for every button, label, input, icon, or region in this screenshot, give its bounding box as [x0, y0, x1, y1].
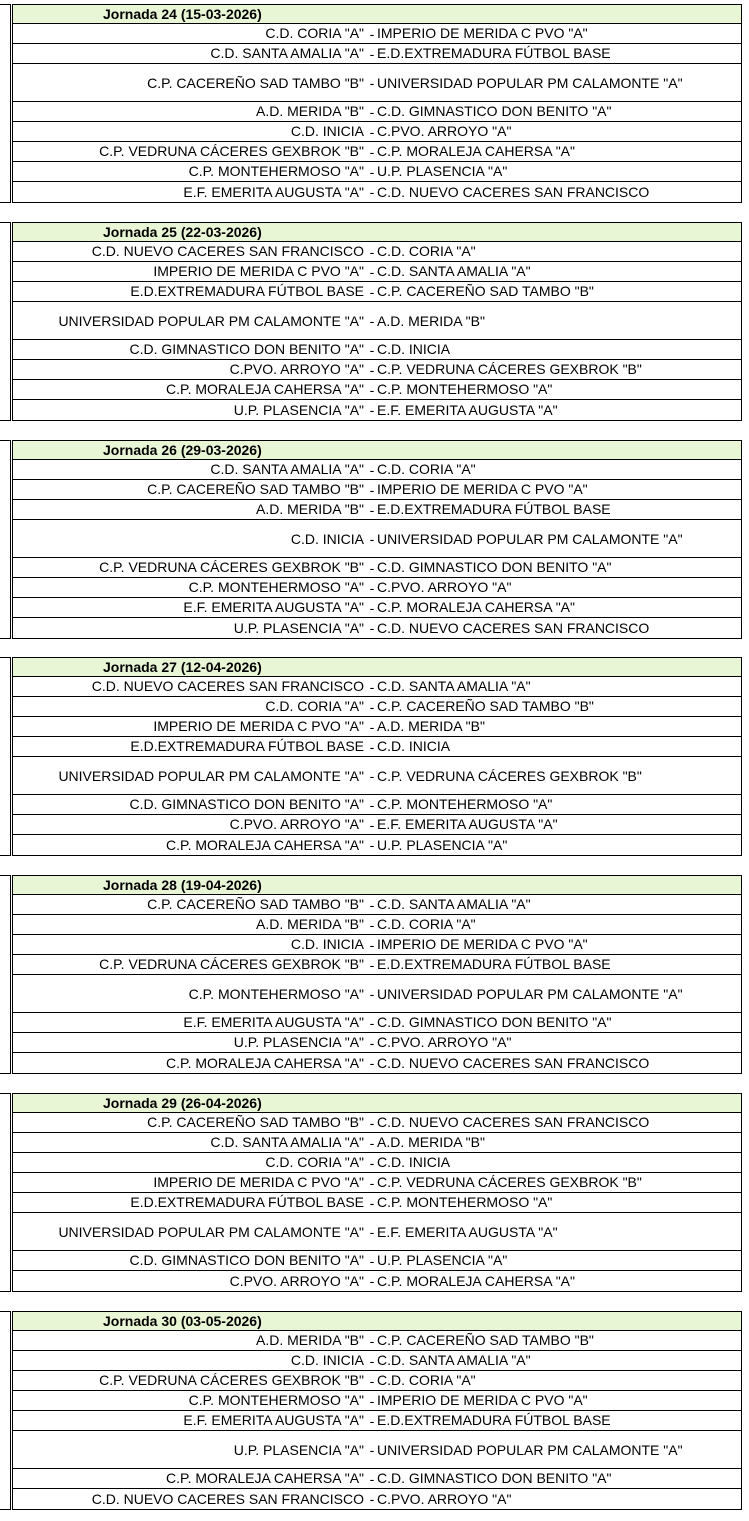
away-team: U.P. PLASENCIA "A"	[377, 163, 508, 179]
home-team: C.D. CORIA "A"	[265, 1154, 364, 1170]
match-row	[13, 1133, 741, 1153]
left-column-edge	[0, 4, 11, 203]
jornada-title: Jornada 25 (22-03-2026)	[13, 223, 741, 242]
away-team: C.D. CORIA "A"	[377, 243, 476, 259]
home-team: C.D. NUEVO CACERES SAN FRANCISCO	[91, 678, 364, 694]
match-row	[13, 24, 741, 44]
away-team: E.D.EXTREMADURA FÚTBOL BASE	[377, 501, 611, 517]
match-row	[13, 500, 741, 520]
match-row	[13, 182, 741, 202]
match-row	[13, 598, 741, 618]
jornada-table	[12, 657, 742, 856]
match-row	[13, 915, 741, 935]
jornada-table	[12, 875, 742, 1074]
home-team: C.P. CACEREÑO SAD TAMBO "B"	[147, 74, 364, 91]
home-team: C.P. VEDRUNA CÁCERES GEXBROK "B"	[99, 1372, 364, 1388]
away-team: C.P. MORALEJA CAHERSA "A"	[377, 1272, 575, 1289]
away-team: E.F. EMERITA AUGUSTA "A"	[377, 401, 558, 418]
away-team: C.P. MONTEHERMOSO "A"	[377, 1194, 553, 1210]
home-team: E.D.EXTREMADURA FÚTBOL BASE	[130, 1194, 364, 1210]
match-separator: -	[369, 25, 375, 42]
home-team: C.P. VEDRUNA CÁCERES GEXBROK "B"	[99, 143, 364, 159]
match-separator: -	[369, 1114, 375, 1131]
match-separator: -	[369, 312, 375, 329]
match-separator: -	[369, 74, 375, 91]
match-row	[13, 262, 741, 282]
match-row	[13, 1411, 741, 1431]
match-row	[13, 1153, 741, 1173]
match-row	[13, 400, 741, 420]
home-team: E.F. EMERITA AUGUSTA "A"	[183, 599, 364, 615]
jornada-title: Jornada 24 (15-03-2026)	[13, 5, 741, 24]
away-team: E.D.EXTREMADURA FÚTBOL BASE	[377, 956, 611, 972]
match-separator: -	[369, 678, 375, 695]
match-row	[13, 340, 741, 360]
match-row	[13, 558, 741, 578]
away-team: C.P. VEDRUNA CÁCERES GEXBROK "B"	[377, 767, 642, 784]
match-separator: -	[369, 956, 375, 973]
jornada-table	[12, 222, 742, 421]
match-row	[13, 282, 741, 302]
away-team: C.D. NUEVO CACERES SAN FRANCISCO	[377, 183, 650, 200]
left-column-edge	[0, 875, 11, 1074]
match-row	[13, 955, 741, 975]
home-team: C.P. VEDRUNA CÁCERES GEXBROK "B"	[99, 559, 364, 575]
match-row	[13, 460, 741, 480]
match-separator: -	[369, 461, 375, 478]
home-team: C.D. GIMNASTICO DON BENITO "A"	[129, 341, 364, 357]
away-team: C.D. SANTA AMALIA "A"	[377, 896, 531, 912]
home-team: U.P. PLASENCIA "A"	[233, 619, 364, 636]
match-separator: -	[369, 916, 375, 933]
away-team: UNIVERSIDAD POPULAR PM CALAMONTE "A"	[377, 530, 683, 547]
away-team: C.D. NUEVO CACERES SAN FRANCISCO	[377, 1114, 650, 1130]
match-row	[13, 895, 741, 915]
away-team: C.D. GIMNASTICO DON BENITO "A"	[377, 1470, 612, 1486]
match-row	[13, 975, 741, 1013]
match-row	[13, 757, 741, 795]
match-separator: -	[369, 1441, 375, 1458]
match-row	[13, 737, 741, 757]
home-team: C.D. INICIA	[290, 123, 364, 139]
match-separator: -	[369, 1055, 375, 1071]
away-team: C.D. SANTA AMALIA "A"	[377, 263, 531, 279]
match-separator: -	[369, 123, 375, 140]
home-team: E.F. EMERITA AUGUSTA "A"	[183, 1412, 364, 1428]
home-team: IMPERIO DE MERIDA C PVO "A"	[153, 263, 364, 279]
home-team: A.D. MERIDA "B"	[256, 103, 364, 119]
away-team: C.D. GIMNASTICO DON BENITO "A"	[377, 559, 612, 575]
jornada-table	[12, 1093, 742, 1292]
match-separator: -	[369, 1252, 375, 1269]
left-column-edge	[0, 657, 11, 856]
home-team: C.P. MONTEHERMOSO "A"	[188, 579, 364, 595]
match-separator: -	[369, 1273, 375, 1289]
away-team: C.D. GIMNASTICO DON BENITO "A"	[377, 1014, 612, 1030]
match-separator: -	[369, 361, 375, 378]
match-separator: -	[369, 481, 375, 498]
match-row	[13, 380, 741, 400]
match-row	[13, 618, 741, 638]
match-row	[13, 578, 741, 598]
match-separator: -	[369, 1470, 375, 1487]
match-row	[13, 162, 741, 182]
match-separator: -	[369, 599, 375, 616]
home-team: C.PVO. ARROYO "A"	[229, 1272, 364, 1289]
home-team: UNIVERSIDAD POPULAR PM CALAMONTE "A"	[58, 312, 364, 329]
jornada-title: Jornada 30 (03-05-2026)	[13, 1312, 741, 1331]
away-team: C.P. MONTEHERMOSO "A"	[377, 381, 553, 397]
match-row	[13, 102, 741, 122]
match-separator: -	[369, 1014, 375, 1031]
away-team: C.P. VEDRUNA CÁCERES GEXBROK "B"	[377, 1174, 642, 1190]
home-team: U.P. PLASENCIA "A"	[233, 1034, 364, 1050]
home-team: C.PVO. ARROYO "A"	[229, 816, 364, 832]
match-separator: -	[369, 1372, 375, 1389]
home-team: C.P. MORALEJA CAHERSA "A"	[166, 836, 364, 853]
match-row	[13, 520, 741, 558]
match-separator: -	[369, 1352, 375, 1369]
home-team: C.P. CACEREÑO SAD TAMBO "B"	[147, 1114, 364, 1130]
match-separator: -	[369, 1174, 375, 1191]
match-separator: -	[369, 767, 375, 784]
away-team: C.PVO. ARROYO "A"	[377, 579, 512, 595]
home-team: C.PVO. ARROYO "A"	[229, 361, 364, 377]
match-row	[13, 1193, 741, 1213]
match-separator: -	[369, 896, 375, 913]
home-team: C.D. INICIA	[290, 530, 364, 547]
away-team: E.F. EMERITA AUGUSTA "A"	[377, 816, 558, 832]
match-row	[13, 122, 741, 142]
match-separator: -	[369, 341, 375, 358]
match-separator: -	[369, 1034, 375, 1051]
away-team: IMPERIO DE MERIDA C PVO "A"	[377, 936, 588, 952]
match-separator: -	[369, 559, 375, 576]
match-separator: -	[369, 1392, 375, 1409]
match-row	[13, 44, 741, 64]
match-row	[13, 1489, 741, 1509]
match-row	[13, 835, 741, 855]
away-team: E.D.EXTREMADURA FÚTBOL BASE	[377, 45, 611, 61]
left-column-edge	[0, 222, 11, 421]
match-row	[13, 1033, 741, 1053]
away-team: C.P. CACEREÑO SAD TAMBO "B"	[377, 1332, 594, 1348]
match-row	[13, 64, 741, 102]
match-row	[13, 1013, 741, 1033]
match-separator: -	[369, 985, 375, 1002]
match-row	[13, 242, 741, 262]
home-team: A.D. MERIDA "B"	[256, 501, 364, 517]
match-row	[13, 1053, 741, 1073]
away-team: A.D. MERIDA "B"	[377, 312, 485, 329]
away-team: C.P. MORALEJA CAHERSA "A"	[377, 143, 575, 159]
away-team: A.D. MERIDA "B"	[377, 718, 485, 734]
match-row	[13, 815, 741, 835]
match-separator: -	[369, 1134, 375, 1151]
match-separator: -	[369, 1491, 375, 1507]
match-row	[13, 1331, 741, 1351]
match-row	[13, 795, 741, 815]
jornada-table	[12, 1311, 742, 1510]
home-team: U.P. PLASENCIA "A"	[233, 1441, 364, 1458]
match-row	[13, 677, 741, 697]
away-team: C.D. INICIA	[377, 341, 451, 357]
away-team: C.D. NUEVO CACERES SAN FRANCISCO	[377, 619, 650, 636]
away-team: C.P. CACEREÑO SAD TAMBO "B"	[377, 283, 594, 299]
match-separator: -	[369, 738, 375, 755]
match-row	[13, 1271, 741, 1291]
home-team: C.D. INICIA	[290, 936, 364, 952]
match-row	[13, 1251, 741, 1271]
match-row	[13, 360, 741, 380]
home-team: C.P. MORALEJA CAHERSA "A"	[166, 1470, 364, 1486]
away-team: C.D. CORIA "A"	[377, 461, 476, 477]
left-column-edge	[0, 1093, 11, 1292]
home-team: IMPERIO DE MERIDA C PVO "A"	[153, 718, 364, 734]
away-team: E.F. EMERITA AUGUSTA "A"	[377, 1223, 558, 1240]
away-team: C.D. CORIA "A"	[377, 1372, 476, 1388]
match-separator: -	[369, 936, 375, 953]
jornada-title: Jornada 29 (26-04-2026)	[13, 1094, 741, 1113]
away-team: UNIVERSIDAD POPULAR PM CALAMONTE "A"	[377, 985, 683, 1002]
match-separator: -	[369, 143, 375, 160]
home-team: C.D. GIMNASTICO DON BENITO "A"	[129, 1252, 364, 1268]
match-row	[13, 1351, 741, 1371]
away-team: C.D. CORIA "A"	[377, 916, 476, 932]
jornada-title: Jornada 27 (12-04-2026)	[13, 658, 741, 677]
home-team: C.P. CACEREÑO SAD TAMBO "B"	[147, 481, 364, 497]
match-separator: -	[369, 501, 375, 518]
home-team: C.P. MONTEHERMOSO "A"	[188, 985, 364, 1002]
away-team: IMPERIO DE MERIDA C PVO "A"	[377, 25, 588, 41]
away-team: C.D. INICIA	[377, 1154, 451, 1170]
home-team: C.D. NUEVO CACERES SAN FRANCISCO	[91, 1490, 364, 1507]
away-team: U.P. PLASENCIA "A"	[377, 1252, 508, 1268]
match-separator: -	[369, 816, 375, 833]
match-separator: -	[369, 243, 375, 260]
home-team: C.D. NUEVO CACERES SAN FRANCISCO	[91, 243, 364, 259]
match-separator: -	[369, 837, 375, 853]
home-team: C.D. SANTA AMALIA "A"	[210, 45, 364, 61]
home-team: UNIVERSIDAD POPULAR PM CALAMONTE "A"	[58, 767, 364, 784]
match-separator: -	[369, 1223, 375, 1240]
match-row	[13, 1391, 741, 1411]
match-row	[13, 1469, 741, 1489]
match-separator: -	[369, 718, 375, 735]
match-row	[13, 697, 741, 717]
match-separator: -	[369, 163, 375, 180]
match-row	[13, 935, 741, 955]
away-team: U.P. PLASENCIA "A"	[377, 836, 508, 853]
home-team: A.D. MERIDA "B"	[256, 916, 364, 932]
home-team: E.D.EXTREMADURA FÚTBOL BASE	[130, 738, 364, 754]
match-separator: -	[369, 530, 375, 547]
match-row	[13, 1371, 741, 1391]
away-team: UNIVERSIDAD POPULAR PM CALAMONTE "A"	[377, 74, 683, 91]
match-separator: -	[369, 1154, 375, 1171]
jornada-table	[12, 4, 742, 203]
home-team: C.P. MONTEHERMOSO "A"	[188, 1392, 364, 1408]
home-team: UNIVERSIDAD POPULAR PM CALAMONTE "A"	[58, 1223, 364, 1240]
away-team: C.D. GIMNASTICO DON BENITO "A"	[377, 103, 612, 119]
match-separator: -	[369, 402, 375, 418]
left-column-edge	[0, 1311, 11, 1510]
match-row	[13, 717, 741, 737]
jornada-title: Jornada 28 (19-04-2026)	[13, 876, 741, 895]
away-team: C.P. VEDRUNA CÁCERES GEXBROK "B"	[377, 361, 642, 377]
match-separator: -	[369, 184, 375, 200]
home-team: U.P. PLASENCIA "A"	[233, 401, 364, 418]
match-separator: -	[369, 1412, 375, 1429]
away-team: C.PVO. ARROYO "A"	[377, 123, 512, 139]
home-team: C.P. MONTEHERMOSO "A"	[188, 163, 364, 179]
match-row	[13, 1431, 741, 1469]
away-team: IMPERIO DE MERIDA C PVO "A"	[377, 1392, 588, 1408]
home-team: A.D. MERIDA "B"	[256, 1332, 364, 1348]
home-team: C.D. SANTA AMALIA "A"	[210, 461, 364, 477]
match-row	[13, 142, 741, 162]
match-row	[13, 480, 741, 500]
home-team: C.D. CORIA "A"	[265, 25, 364, 41]
away-team: IMPERIO DE MERIDA C PVO "A"	[377, 481, 588, 497]
away-team: C.D. SANTA AMALIA "A"	[377, 678, 531, 694]
match-separator: -	[369, 283, 375, 300]
away-team: C.PVO. ARROYO "A"	[377, 1490, 512, 1507]
home-team: C.P. CACEREÑO SAD TAMBO "B"	[147, 896, 364, 912]
match-row	[13, 302, 741, 340]
home-team: E.F. EMERITA AUGUSTA "A"	[183, 1014, 364, 1030]
left-column-edge	[0, 440, 11, 639]
away-team: C.D. SANTA AMALIA "A"	[377, 1352, 531, 1368]
home-team: C.P. MORALEJA CAHERSA "A"	[166, 381, 364, 397]
match-separator: -	[369, 263, 375, 280]
away-team: C.D. INICIA	[377, 738, 451, 754]
match-separator: -	[369, 381, 375, 398]
jornada-table	[12, 440, 742, 639]
away-team: C.P. MORALEJA CAHERSA "A"	[377, 599, 575, 615]
match-separator: -	[369, 1194, 375, 1211]
match-row	[13, 1213, 741, 1251]
home-team: IMPERIO DE MERIDA C PVO "A"	[153, 1174, 364, 1190]
home-team: C.D. INICIA	[290, 1352, 364, 1368]
match-separator: -	[369, 796, 375, 813]
home-team: C.D. CORIA "A"	[265, 698, 364, 714]
home-team: C.P. MORALEJA CAHERSA "A"	[166, 1054, 364, 1071]
home-team: E.F. EMERITA AUGUSTA "A"	[183, 183, 364, 200]
home-team: C.D. GIMNASTICO DON BENITO "A"	[129, 796, 364, 812]
match-separator: -	[369, 103, 375, 120]
match-separator: -	[369, 620, 375, 636]
away-team: C.PVO. ARROYO "A"	[377, 1034, 512, 1050]
match-separator: -	[369, 579, 375, 596]
home-team: E.D.EXTREMADURA FÚTBOL BASE	[130, 283, 364, 299]
match-separator: -	[369, 45, 375, 62]
match-row	[13, 1113, 741, 1133]
match-row	[13, 1173, 741, 1193]
away-team: C.P. MONTEHERMOSO "A"	[377, 796, 553, 812]
match-separator: -	[369, 698, 375, 715]
home-team: C.P. VEDRUNA CÁCERES GEXBROK "B"	[99, 956, 364, 972]
jornada-title: Jornada 26 (29-03-2026)	[13, 441, 741, 460]
match-separator: -	[369, 1332, 375, 1349]
away-team: E.D.EXTREMADURA FÚTBOL BASE	[377, 1412, 611, 1428]
away-team: C.D. NUEVO CACERES SAN FRANCISCO	[377, 1054, 650, 1071]
away-team: C.P. CACEREÑO SAD TAMBO "B"	[377, 698, 594, 714]
away-team: UNIVERSIDAD POPULAR PM CALAMONTE "A"	[377, 1441, 683, 1458]
home-team: C.D. SANTA AMALIA "A"	[210, 1134, 364, 1150]
away-team: A.D. MERIDA "B"	[377, 1134, 485, 1150]
